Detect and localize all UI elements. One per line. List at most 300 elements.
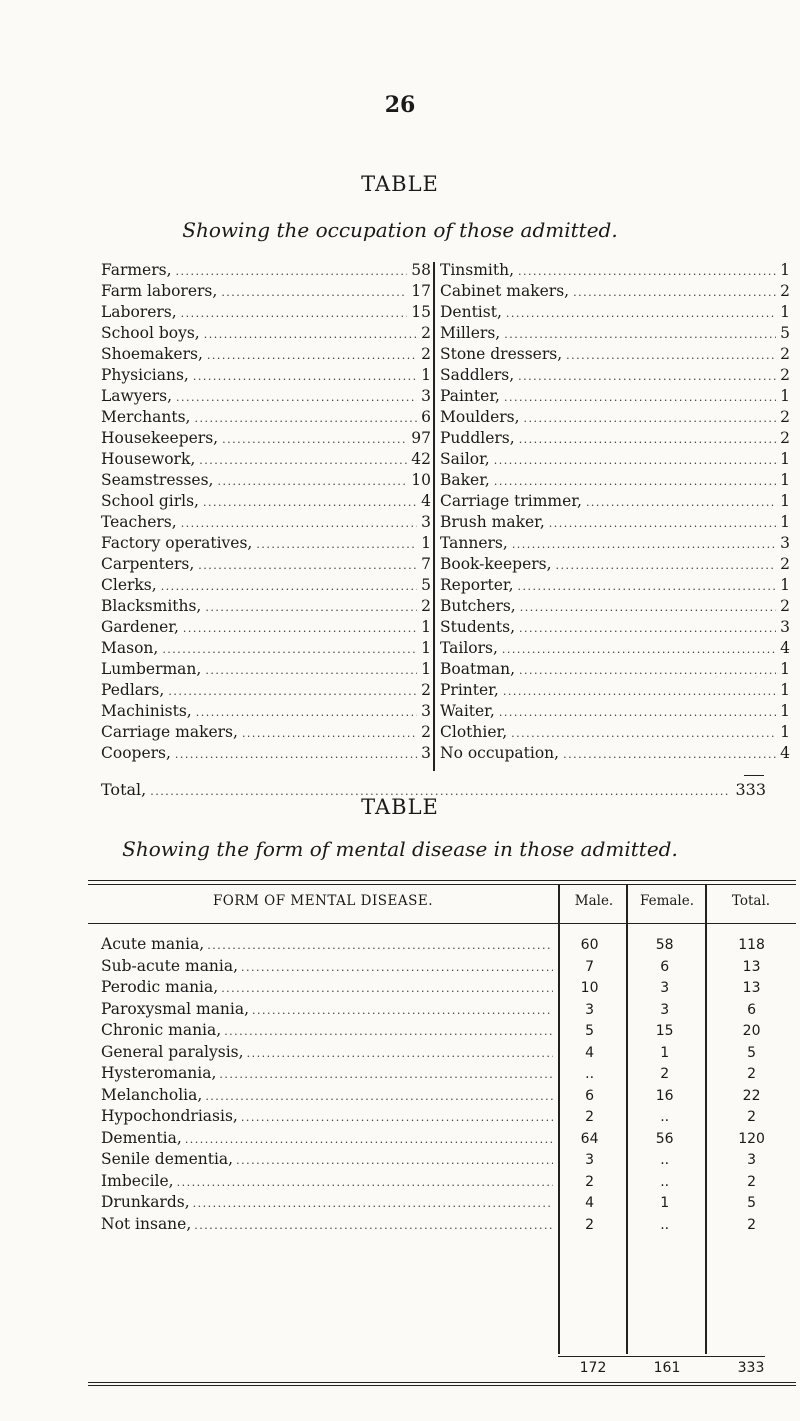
occupation-count: 3 (421, 387, 431, 405)
occupation-label: Clerks, (101, 576, 157, 594)
leader-dots (177, 1176, 553, 1189)
disease-label: Paroxysmal mania, (101, 999, 250, 1018)
table-row (101, 1150, 796, 1172)
occupation-count: 2 (421, 723, 431, 741)
cell-female: 6 (660, 958, 670, 975)
occupation-label: Lumberman, (101, 660, 202, 678)
leader-dots (563, 744, 776, 765)
occupation-count: 1 (780, 723, 790, 741)
occupation-label: Printer, (440, 681, 499, 699)
disease-label: Sub-acute mania, (101, 956, 239, 975)
occupation-row (101, 617, 431, 638)
occupation-row (101, 365, 431, 386)
table-row (101, 1021, 796, 1043)
occupation-row (440, 701, 790, 722)
occupation-count: 2 (780, 366, 790, 384)
leader-dots (162, 639, 417, 660)
leader-dots (524, 408, 777, 429)
cell-female: 3 (660, 1001, 670, 1018)
leader-dots (494, 471, 776, 492)
occupation-count: 1 (421, 534, 431, 552)
leader-dots (499, 702, 776, 723)
leader-dots (502, 639, 776, 660)
leader-dots (207, 345, 417, 366)
total-rule (744, 775, 764, 776)
leader-dots (504, 324, 776, 345)
occupation-row (101, 386, 431, 407)
disease-label-cell (101, 1107, 553, 1125)
table-row (101, 957, 796, 979)
occupation-label: Moulders, (440, 408, 520, 426)
cell-male: 2 (585, 1173, 595, 1190)
occupation-row (101, 554, 431, 575)
disease-label: Drunkards, (101, 1193, 190, 1211)
occupation-label: Farm laborers, (101, 282, 218, 300)
occupation-count: 2 (421, 324, 431, 342)
cell-male: 2 (585, 1216, 595, 1233)
occupation-row (101, 638, 431, 659)
occupation-count: 4 (780, 639, 790, 657)
cell-female: 1 (660, 1044, 670, 1061)
occupation-count: 17 (411, 282, 431, 300)
leader-dots (219, 1068, 553, 1081)
disease-label: General paralysis, (101, 1042, 244, 1061)
cell-female: 1 (660, 1195, 670, 1211)
leader-dots (241, 961, 553, 974)
cell-male: 3 (585, 1001, 595, 1018)
occupation-label: Carriage makers, (101, 723, 238, 741)
cell-female: .. (660, 1152, 670, 1168)
occupation-row (101, 470, 431, 491)
occupation-label: Book-keepers, (440, 555, 552, 573)
occupation-label: Cabinet makers, (440, 282, 570, 300)
disease-label-cell (101, 1086, 553, 1104)
leader-dots (217, 471, 407, 492)
cell-male: 60 (580, 937, 599, 953)
leader-dots (518, 576, 777, 597)
occupation-count: 3 (421, 702, 431, 720)
occupation-count: 3 (421, 513, 431, 531)
occupation-label: Physicians, (101, 366, 189, 384)
leader-dots (175, 744, 417, 765)
cell-male: 4 (585, 1044, 595, 1061)
cell-total: 2 (747, 1216, 757, 1233)
occupation-label: School boys, (101, 324, 200, 342)
occupation-label: Students, (440, 618, 516, 636)
occupation-row (101, 596, 431, 617)
occupation-count: 2 (780, 429, 790, 447)
leader-dots (176, 261, 408, 282)
occupation-row (440, 638, 790, 659)
leader-dots (256, 534, 417, 555)
cell-total: 5 (747, 1044, 757, 1061)
occupation-label: No occupation, (440, 744, 560, 762)
leader-dots (247, 1047, 553, 1060)
occupation-row (440, 386, 790, 407)
leader-dots (193, 366, 417, 387)
occupation-count: 7 (421, 555, 431, 573)
occupation-label: Housekeepers, (101, 429, 219, 447)
occupation-count: 2 (780, 345, 790, 363)
leader-dots (194, 408, 417, 429)
occupation-count: 42 (411, 450, 431, 468)
table-row (101, 935, 796, 957)
occupation-count: 1 (780, 261, 790, 279)
occupation-label: Housework, (101, 450, 196, 468)
occupation-label: Tanners, (440, 534, 508, 552)
occupation-count: 3 (780, 618, 790, 636)
table-row (101, 978, 796, 1000)
cell-female: 2 (660, 1066, 670, 1082)
cell-total: 13 (742, 980, 761, 996)
disease-label-cell (101, 1172, 553, 1190)
leader-dots (194, 1219, 553, 1232)
occupation-label: Blacksmiths, (101, 597, 202, 615)
occupation-row (440, 554, 790, 575)
occupation-row (101, 743, 431, 764)
occupation-row (101, 659, 431, 680)
table-row (101, 1086, 796, 1108)
leader-dots (204, 324, 417, 345)
occupation-count: 1 (421, 639, 431, 657)
leader-dots (193, 1197, 553, 1210)
header-total: Total. (731, 893, 771, 909)
occupation-row (101, 491, 431, 512)
leader-dots (221, 982, 553, 995)
disease-label-cell (101, 935, 553, 953)
occupation-label: Mason, (101, 639, 159, 657)
cell-male: 4 (585, 1195, 595, 1211)
leader-dots (181, 303, 408, 324)
occupation-count: 1 (780, 660, 790, 678)
occupation-label: School girls, (101, 492, 199, 510)
cell-male: 2 (585, 1109, 595, 1125)
disease-label-cell (101, 1021, 553, 1039)
sum-rule (558, 1356, 626, 1357)
occupation-count: 15 (411, 303, 431, 321)
cell-total: 22 (742, 1087, 761, 1104)
column-divider (433, 262, 435, 771)
table-bottom-rule (88, 1382, 796, 1386)
leader-dots (185, 1133, 553, 1146)
leader-dots (161, 576, 417, 597)
leader-dots (198, 555, 417, 576)
occupation-count: 10 (411, 471, 431, 489)
disease-label: Senile dementia, (101, 1150, 234, 1168)
occupation-list-left (101, 260, 431, 764)
leader-dots (196, 702, 417, 723)
occupation-label: Sailor, (440, 450, 490, 468)
table-row (101, 1172, 796, 1194)
cell-female: 15 (655, 1023, 674, 1039)
cell-male: 7 (585, 958, 595, 975)
occupation-label: Merchants, (101, 408, 191, 426)
occupation-label: Millers, (440, 324, 501, 342)
occupation-label: Brush maker, (440, 513, 545, 531)
occupation-count: 1 (780, 450, 790, 468)
occupation-row (440, 470, 790, 491)
occupation-count: 2 (421, 345, 431, 363)
occupation-row (440, 302, 790, 323)
cell-female: 3 (660, 980, 670, 996)
occupation-row (440, 365, 790, 386)
sum-rule (626, 1356, 706, 1357)
occupation-row (440, 344, 790, 365)
occupation-label: Saddlers, (440, 366, 515, 384)
leader-dots (222, 429, 407, 450)
occupation-label: Farmers, (101, 261, 172, 279)
leader-dots (494, 450, 776, 471)
cell-male: 3 (585, 1152, 595, 1168)
disease-label-cell (101, 1150, 553, 1168)
occupation-label: Baker, (440, 471, 490, 489)
sum-rule (705, 1356, 765, 1357)
disease-label: Chronic mania, (101, 1021, 222, 1039)
occupation-row (101, 344, 431, 365)
occupation-row (101, 260, 431, 281)
leader-dots (566, 345, 776, 366)
leader-dots (518, 261, 776, 282)
occupation-label: Gardener, (101, 618, 179, 636)
occupation-label: Teachers, (101, 513, 177, 531)
cell-total: 2 (747, 1173, 757, 1190)
occupation-count: 5 (421, 576, 431, 594)
occupation-count: 5 (780, 324, 790, 342)
occupation-label: Boatman, (440, 660, 516, 678)
occupation-table-title: TABLE (361, 172, 439, 196)
table-row (101, 1129, 796, 1151)
occupation-row (440, 449, 790, 470)
occupation-label: Factory operatives, (101, 534, 253, 552)
occupation-count: 1 (780, 471, 790, 489)
occupation-count: 6 (421, 408, 431, 426)
leader-dots (181, 513, 417, 534)
header-female: Female. (639, 893, 695, 909)
table-row (101, 1215, 796, 1237)
table-top-rule (88, 880, 796, 885)
leader-dots (205, 597, 417, 618)
occupation-row (440, 533, 790, 554)
occupation-row (440, 596, 790, 617)
occupation-label: Tinsmith, (440, 261, 515, 279)
disease-label-cell (101, 978, 553, 996)
disease-label-cell (101, 1193, 553, 1211)
occupation-count: 4 (780, 744, 790, 762)
cell-male: 5 (585, 1023, 595, 1039)
occupation-count: 1 (421, 660, 431, 678)
occupation-count: 2 (421, 597, 431, 615)
occupation-count: 1 (780, 387, 790, 405)
cell-total: 20 (742, 1023, 761, 1039)
total-value: 333 (735, 780, 766, 799)
occupation-label: Puddlers, (440, 429, 515, 447)
occupation-row (440, 659, 790, 680)
cell-female: 16 (655, 1087, 674, 1104)
disease-label: Melancholia, (101, 1085, 203, 1104)
occupation-row (440, 575, 790, 596)
table-row (101, 1043, 796, 1065)
header-rule (88, 923, 796, 924)
occupation-row (440, 407, 790, 428)
occupation-label: Shoemakers, (101, 345, 203, 363)
occupation-row (101, 533, 431, 554)
leader-dots (242, 723, 417, 744)
occupation-count: 1 (780, 492, 790, 510)
leader-dots (236, 1154, 553, 1167)
occupation-row (440, 722, 790, 743)
cell-male: 6 (585, 1087, 595, 1104)
occupation-label: Butchers, (440, 597, 516, 615)
occupation-label: Painter, (440, 387, 500, 405)
cell-male: .. (585, 1066, 595, 1082)
occupation-count: 2 (421, 681, 431, 699)
occupation-label: Stone dressers, (440, 345, 563, 363)
leader-dots (183, 618, 417, 639)
occupation-count: 4 (421, 492, 431, 510)
page-number: 26 (384, 92, 416, 118)
leader-dots (207, 939, 553, 952)
disease-label: Hysteromania, (101, 1064, 217, 1082)
leader-dots (504, 387, 776, 408)
occupation-row (101, 512, 431, 533)
occupation-table-subtitle: Showing the occupation of those admitted. (182, 218, 618, 242)
occupation-label: Tailors, (440, 639, 498, 657)
occupation-count: 2 (780, 282, 790, 300)
leader-dots (519, 660, 776, 681)
leader-dots (586, 492, 776, 513)
occupation-count: 1 (780, 702, 790, 720)
total-all: 333 (737, 1360, 765, 1376)
leader-dots (199, 450, 407, 471)
leader-dots (520, 597, 776, 618)
occupation-row (440, 617, 790, 638)
disease-label: Hypochondriasis, (101, 1107, 238, 1125)
leader-dots (573, 282, 776, 303)
occupation-count: 1 (780, 513, 790, 531)
occupation-row (440, 491, 790, 512)
cell-female: .. (660, 1109, 670, 1125)
header-form: FORM OF MENTAL DISEASE. (212, 893, 434, 909)
disease-table-body (101, 935, 796, 1236)
occupation-row (101, 722, 431, 743)
disease-label-cell (101, 1215, 553, 1233)
disease-label: Acute mania, (101, 935, 205, 953)
leader-dots (506, 303, 776, 324)
occupation-count: 2 (780, 408, 790, 426)
disease-label: Imbecile, (101, 1171, 174, 1190)
occupation-count: 3 (780, 534, 790, 552)
cell-male: 10 (580, 980, 599, 996)
cell-total: 2 (747, 1109, 757, 1125)
cell-total: 6 (747, 1001, 757, 1018)
occupation-label: Waiter, (440, 702, 495, 720)
cell-total: 118 (738, 937, 765, 953)
cell-male: 64 (580, 1130, 599, 1147)
occupation-count: 2 (780, 555, 790, 573)
occupation-row (101, 407, 431, 428)
occupation-row (101, 449, 431, 470)
leader-dots (549, 513, 776, 534)
table-row (101, 1064, 796, 1086)
disease-label-cell (101, 1129, 553, 1147)
disease-label: Dementia, (101, 1128, 182, 1147)
occupation-row (101, 680, 431, 701)
occupation-count: 1 (780, 303, 790, 321)
occupation-count: 1 (421, 618, 431, 636)
cell-total: 5 (747, 1195, 757, 1211)
occupation-label: Coopers, (101, 744, 171, 762)
leader-dots (203, 492, 417, 513)
cell-female: 58 (655, 937, 674, 953)
total-female: 161 (653, 1360, 681, 1376)
table-row (101, 1000, 796, 1022)
occupation-label: Lawyers, (101, 387, 173, 405)
occupation-label: Laborers, (101, 303, 177, 321)
occupation-count: 2 (780, 597, 790, 615)
occupation-label: Clothier, (440, 723, 508, 741)
occupation-row (101, 302, 431, 323)
occupation-row (440, 512, 790, 533)
disease-table-subtitle: Showing the form of mental disease in those admitted. (122, 837, 678, 861)
occupation-row (101, 281, 431, 302)
leader-dots (176, 387, 417, 408)
occupation-label: Machinists, (101, 702, 192, 720)
occupation-label: Seamstresses, (101, 471, 214, 489)
occupation-row (440, 428, 790, 449)
occupation-row (440, 260, 790, 281)
occupation-label: Pedlars, (101, 681, 165, 699)
occupation-count: 1 (780, 576, 790, 594)
leader-dots (518, 366, 776, 387)
leader-dots (511, 723, 776, 744)
cell-female: .. (660, 1216, 670, 1233)
cell-total: 2 (747, 1066, 757, 1082)
table-row (101, 1107, 796, 1129)
occupation-count: 58 (411, 261, 431, 279)
disease-table-title: TABLE (361, 795, 439, 819)
occupation-label: Carpenters, (101, 555, 195, 573)
leader-dots (224, 1025, 553, 1038)
leader-dots (556, 555, 777, 576)
table-row (101, 1193, 796, 1215)
leader-dots (503, 681, 776, 702)
occupation-row (101, 428, 431, 449)
occupation-row (101, 575, 431, 596)
leader-dots (519, 618, 776, 639)
disease-label-cell (101, 957, 553, 975)
occupation-row (101, 323, 431, 344)
leader-dots (519, 429, 776, 450)
disease-label-cell (101, 1064, 553, 1082)
occupation-row (440, 680, 790, 701)
cell-total: 13 (742, 958, 761, 975)
leader-dots (512, 534, 776, 555)
leader-dots (241, 1111, 553, 1124)
leader-dots (205, 1090, 553, 1103)
disease-label: Not insane, (101, 1214, 192, 1233)
total-label: Total, (101, 780, 147, 799)
leader-dots (252, 1004, 553, 1017)
disease-label: Perodic mania, (101, 978, 219, 996)
occupation-row (440, 323, 790, 344)
leader-dots (205, 660, 417, 681)
occupation-label: Reporter, (440, 576, 514, 594)
cell-total: 120 (738, 1130, 765, 1147)
occupation-row (101, 701, 431, 722)
occupation-count: 1 (780, 681, 790, 699)
cell-total: 3 (747, 1152, 757, 1168)
header-male: Male. (574, 893, 614, 909)
